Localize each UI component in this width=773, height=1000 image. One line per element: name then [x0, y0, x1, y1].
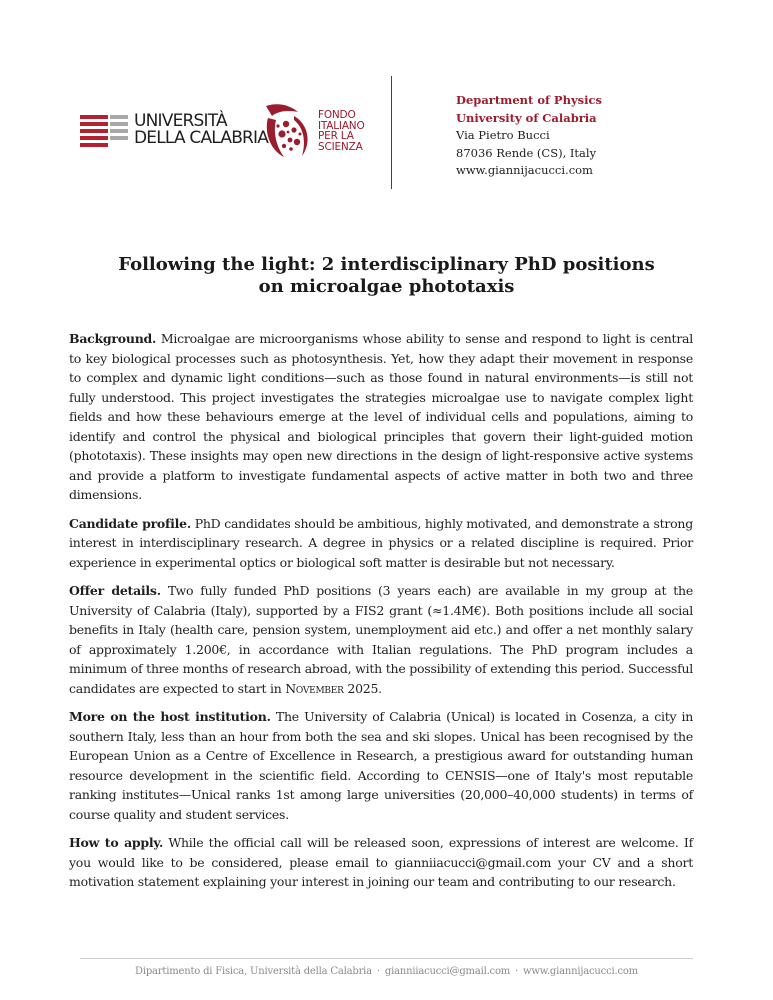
- fis-emblem-icon: [264, 102, 314, 160]
- unical-line2: DELLA CALABRIA: [134, 128, 269, 148]
- document-body: [69, 329, 693, 901]
- offer-paragraph: [69, 581, 693, 698]
- host-paragraph: [69, 707, 693, 824]
- university-name: University of Calabria: [456, 110, 597, 125]
- offer-start-date: November 2025: [285, 680, 379, 696]
- host-heading: More on the host institution.: [69, 709, 271, 724]
- fis-wordmark: [318, 110, 365, 152]
- footer: [70, 965, 703, 979]
- offer-end: .: [378, 680, 382, 696]
- fis-logo: [264, 102, 365, 160]
- background-heading: Background.: [69, 331, 157, 346]
- street-address: Via Pietro Bucci: [456, 128, 550, 142]
- header-divider: [391, 76, 392, 189]
- apply-heading: How to apply.: [69, 835, 164, 850]
- footer-separator-2: ·: [515, 966, 519, 977]
- city-address: 87036 Rende (CS), Italy: [456, 145, 597, 160]
- footer-website-link[interactable]: www.giannijacucci.com: [523, 966, 638, 977]
- footer-email-link[interactable]: gianniiacucci@gmail.com: [384, 966, 511, 977]
- unical-wordmark: [134, 113, 268, 147]
- candidate-text: PhD candidates should be ambitious, highly motivated, and demonstrate a strong interest in interdisciplinary research. A degree in physics or a related discipline is required. Prior experience in experimental optics or biological soft matter is desirable but not necessary.: [69, 515, 693, 570]
- footer-rule: [80, 958, 693, 959]
- unical-line1: UNIVERSITÀ: [134, 111, 227, 131]
- candidate-paragraph: [69, 514, 693, 573]
- title-line1: Following the light: 2 interdisciplinary PhD positions: [118, 254, 655, 275]
- background-text: Microalgae are microorganisms whose ability to sense and respond to light is central to key biological processes such as photosynthesis. Yet, how they adapt their movement in response to complex and dynamic light conditions—such as those found in natural environments—is still not fully understood. This project investigates the strategies microalgae use to navigate complex light fields and how these behaviours emerge at the level of individual cells and populations, aiming to identify and control the physical and biological principles that govern their light-guided motion (phototaxis). These insights may open new directions in the design of light-responsive active systems and provide a platform to investigate fundamental aspects of active matter in both two and three dimensions.: [69, 331, 693, 502]
- offer-heading: Offer details.: [69, 583, 161, 598]
- candidate-heading: Candidate profile.: [69, 515, 191, 531]
- header-website-link[interactable]: www.giannijacucci.com: [456, 163, 593, 177]
- fis-line2: ITALIANO: [318, 119, 365, 132]
- footer-department: Dipartimento di Fisica, Università della Calabria: [135, 966, 372, 977]
- footer-separator-1: ·: [376, 966, 380, 977]
- fis-line3: PER LA: [318, 130, 354, 142]
- apply-paragraph: [69, 833, 693, 892]
- department-name: Department of Physics: [456, 93, 602, 107]
- offer-text: Two fully funded PhD positions (3 years each) are available in my group at the University of Calabria (Italy), supported by a FIS2 grant (≈1.4M€). Both positions include all social benefits in Italy (health care, pension system, unemployment aid etc.) and offer a net monthly salary of approximately 1.200€, in accordance with Italian regulations. The PhD program includes a minimum of three months of research abroad, with the possibility of extending this period. Successful candidates are expected to start in: [69, 583, 693, 696]
- title-line2: on microalgae phototaxis: [258, 276, 515, 297]
- fis-line1: FONDO: [318, 109, 356, 121]
- apply-text: While the official call will be released soon, expressions of interest are welcome. If you would like to be considered, please email to gianniiacucci@gmail.com your CV and a short motivation statement explaining your interest in joining our team and contributing to our research.: [69, 835, 693, 889]
- unical-logo: [80, 112, 268, 148]
- unical-stripes-icon: [80, 112, 128, 148]
- page-title: [70, 254, 703, 298]
- address-block: [456, 92, 602, 180]
- fis-line4: SCIENZA: [318, 140, 363, 153]
- background-paragraph: [69, 329, 693, 505]
- host-text: The University of Calabria (Unical) is located in Cosenza, a city in southern Italy, less than an hour from both the sea and ski slopes. Unical has been recognised by the European Union as a Centre of Excellence in Research, a prestigious award for outstanding human resource development in the scientific field. According to CENSIS—one of Italy's most reputable ranking institutes—Unical ranks 1st among large universities (20,000–40,000 students) in terms of course quality and student services.: [69, 709, 693, 822]
